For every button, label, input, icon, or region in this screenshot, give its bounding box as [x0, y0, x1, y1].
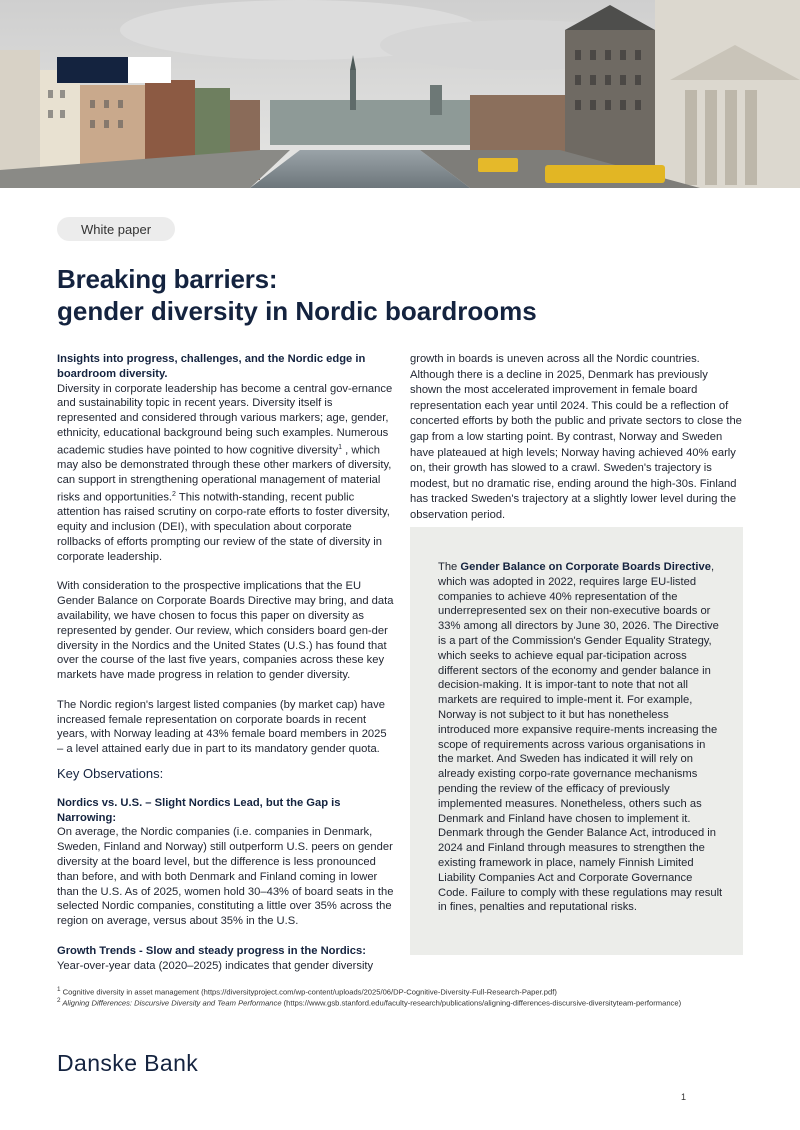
nordic-paragraph: The Nordic region's largest listed companies (by market cap) have increased female representation on corporate boards in recent years, with Norway leading at 43% female board members in 2025 – a level attained early due in part to its mandatory gender quota. — [57, 698, 387, 756]
page-number: 1 — [681, 1092, 687, 1102]
footnote-2: $^2$ Aligning Differences: Discursive Diversity and Team Performance (https://www.gsb.stanford.edu/faculty-research/publications/aligning-differences-discursive-diversityteam-performance) — [57, 997, 682, 1008]
directive-name: Gender Balance on Corporate Boards Directive — [460, 561, 711, 573]
footnote-ref-2[interactable]: 2 — [172, 490, 176, 498]
document-type-tag: White paper — [57, 217, 175, 241]
brand-block-dark — [57, 57, 128, 83]
observation-1-heading: Nordics vs. U.S. – Slight Nordics Lead, but the Gap is Narrowing: — [57, 796, 341, 824]
footnote-1: $^1$ Cognitive diversity in asset management (https://diversityproject.com/wp-content/uploads/2025/06/DP-Cognitive-Diversity-Full-Research-Paper.pdf) — [57, 986, 557, 997]
cityscape-illustration — [0, 0, 800, 188]
growth-trends-paragraph: growth in boards is uneven across all the Nordic countries. Although there is a decline in 2025, Denmark has previously shown the most accelerated improvement in female board representation each year until 2024. This could be a reflection of concerted efforts by both the public and private sectors to close the gap from a low starting point. By contrast, Norway and Sweden have plateaued at high levels; Norway having achieved 40% early on, their growth has slowed to a crawl. Sweden's trajectory is modest, but no dramatic rise, ending around the high-30s. Finland has tracked Sweden's trajectory at a slightly lower level during the observation period. — [410, 353, 742, 521]
hero-cityscape-photo — [0, 0, 800, 188]
brand-block-light — [128, 57, 171, 83]
focus-paragraph: With consideration to the prospective implications that the EU Gender Balance on Corporate Boards Directive may bring, and data availability, we have chosen to focus this paper on diversity as represented by gender. Our review, which considers board gen-der diversity in the Nordics and the United States (U.S.) has found that over the course of the last five years, companies across these key markets have made progress in relation to gender diversity. — [57, 580, 394, 682]
directive-info-text: The Gender Balance on Corporate Boards Directive, which was adopted in 2022, requires large EU-listed companies to achieve 40% representation of the underrepresented sex on their non-executive boards or 33% among all directors by June 30, 2026. The Directive is a part of the Commission's Gender Equality Strategy, which seeks to achieve equal par-ticipation across different sectors of the economy and gender balance in decision-making. It is impor-tant to note that not all markets are required to imple-ment it. For example, Norway is not subject to it but has nonetheless introduced more expansive require-ments increasing the scope of requirements across various organisations in the market. And Sweden has indicated it will rely on already existing corpo-rate governance mechanisms pending the review of the efficacy of previously implemented measures. Nonetheless, others such as Denmark and Finland have chosen to implement it. Denmark through the Gender Balance Act, introduced in 2024 and Finland through measures to strengthen the existing framework in place, namely Finnish Limited Liability Companies Act and Corporate Governance Code. Failure to comply with these regulations may result in fines, penalties and reputational risks. — [438, 561, 723, 914]
observation-2-text: Year-over-year data (2020–2025) indicates that gender diversity — [57, 959, 374, 972]
right-column — [410, 352, 742, 524]
page-title: Breaking barriers: — [57, 264, 278, 294]
key-observations-heading: Key Observations: — [57, 765, 164, 781]
danske-bank-logo: Danske Bank — [57, 1050, 199, 1076]
footnote-ref-1[interactable]: 1 — [338, 443, 342, 451]
intro-heading: Insights into progress, challenges, and the Nordic edge in boardroom diversity. — [57, 353, 366, 380]
observation-2-heading: Growth Trends - Slow and steady progress in the Nordics: — [57, 944, 366, 957]
footnote-2-link[interactable]: (https://www.gsb.stanford.edu/faculty-research/publications/aligning-differences-discursive-diversityteam-performance) — [281, 998, 682, 1008]
intro-paragraph: Diversity in corporate leadership has become a central gov-ernance and sustainability topic in recent years. Diversity itself is represented and considered through various markers; age, gender, ethnicity, educational background being such examples. Numerous academic studies have pointed to how cognitive diversity$^1$ , which may also be demonstrated through these other markers of diversity, can support in strengthening operational management of material risks and opportunities.$^2$ This notwith-standing, recent public attention has raised scrutiny on corpo-rate efforts to foster diversity, equity and inclusion (DEI), with speculation about corporate rollbacks of efforts prompting our review of the state of diversity in corporate leadership. — [57, 382, 393, 563]
left-column — [57, 352, 395, 973]
page-subtitle: gender diversity in Nordic boardrooms — [57, 296, 537, 326]
observation-1-text: On average, the Nordic companies (i.e. companies in Denmark, Sweden, Finland and Norway) still outperform U.S. peers on gender diversity at the board level, but the difference is less pronounced than before, and with both Denmark and Finland coming in lower than the U.S. As of 2025, women hold 30–43% of board seats in the selected Nordic companies, constituting a little over 35% across the region on average, versus about 35% in the U.S. — [57, 826, 394, 928]
